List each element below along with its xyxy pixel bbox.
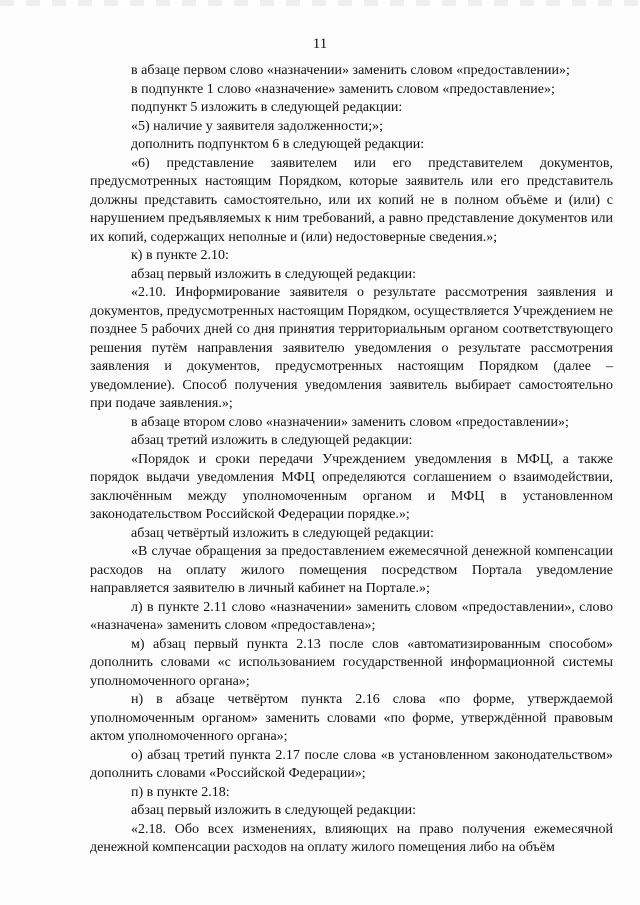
paragraph: м) абзац первый пункта 2.13 после слов «автоматизированным способом» дополнить словами «с использованием государственной информационной системы уполномоченного органа»; [90,636,613,689]
paragraph: «5) наличие у заявителя задолженности;»; [131,118,384,134]
paragraph: «2.18. Обо всех изменениях, влияющих на право получения ежемесячной денежной компенсации расходов на оплату жилого помещения либо на объём [90,821,613,855]
paragraph: абзац третий изложить в следующей редакции: [131,433,413,448]
paragraph: в подпункте 1 слово «назначение» заменить словом «предоставление»; [131,81,555,97]
paragraph: «Порядок и сроки передачи Учреждением уведомления в МФЦ, а также порядок выдачи уведомления МФЦ определяются соглашением о взаимодействии, заключённым между уполномоченным органом и МФЦ в установленном законодательством Российской Федерации порядке.»; [90,451,613,522]
paragraph: абзац первый изложить в следующей редакции: [131,803,417,818]
paragraph: н) в абзаце четвёртом пункта 2.16 слова «по форме, утверждаемой уполномоченным органом» заменить словами «по форме, утверждённой правовым актом уполномоченного органа»; [90,692,613,744]
paragraph: к) в пункте 2.10: [131,248,229,263]
paragraph: в абзаце втором слово «назначении» заменить словом «предоставлении»; [131,414,569,430]
paragraph: подпункт 5 изложить в следующей редакции: [131,100,403,115]
paragraph: абзац четвёртый изложить в следующей редакции: [131,525,434,541]
paragraph: л) в пункте 2.11 слово «назначении» заменить словом «предоставлении», слово «назначена» заменить словом «предоставлена»; [90,599,613,633]
paragraph: п) в пункте 2.18: [131,784,230,800]
paragraph: в абзаце первом слово «назначении» заменить словом «предоставлении»; [131,63,570,78]
scan-edge [0,0,640,6]
page-number: 11 [312,36,328,52]
paragraph: «6) представление заявителем или его представителем документов, предусмотренных настоящим Порядком, которые заявитель или его представитель должны представить самостоятельно, или их копий не в полном объёме и (или) с нарушением предъявляемых к ним требований, а равно представление документов или их копий, содержащих неполные и (или) недостоверные сведения.»; [90,155,613,245]
paragraph: дополнить подпунктом 6 в следующей редакции: [131,137,425,152]
document-body [90,62,613,858]
paragraph: абзац первый изложить в следующей редакции: [131,266,417,282]
paragraph: о) абзац третий пункта 2.17 после слова «в установленном законодательством» дополнить словами «Российской Федерации»; [90,747,613,781]
paragraph: «2.10. Информирование заявителя о результате рассмотрения заявления и документов, предусмотренных настоящим Порядком, осуществляется Учреждением не позднее 5 рабочих дней со дня принятия территориальным органом соответствующего решения путём направления заявителю уведомления о результате рассмотрения заявления и документов, предусмотренных настоящим Порядком (далее – уведомление). Способ получения уведомления заявитель выбирает самостоятельно при подаче заявления.»; [90,285,613,411]
paragraph: «В случае обращения за предоставлением ежемесячной денежной компенсации расходов на оплату жилого помещения посредством Портала уведомление направляется заявителю в личный кабинет на Портале.»; [90,544,613,596]
